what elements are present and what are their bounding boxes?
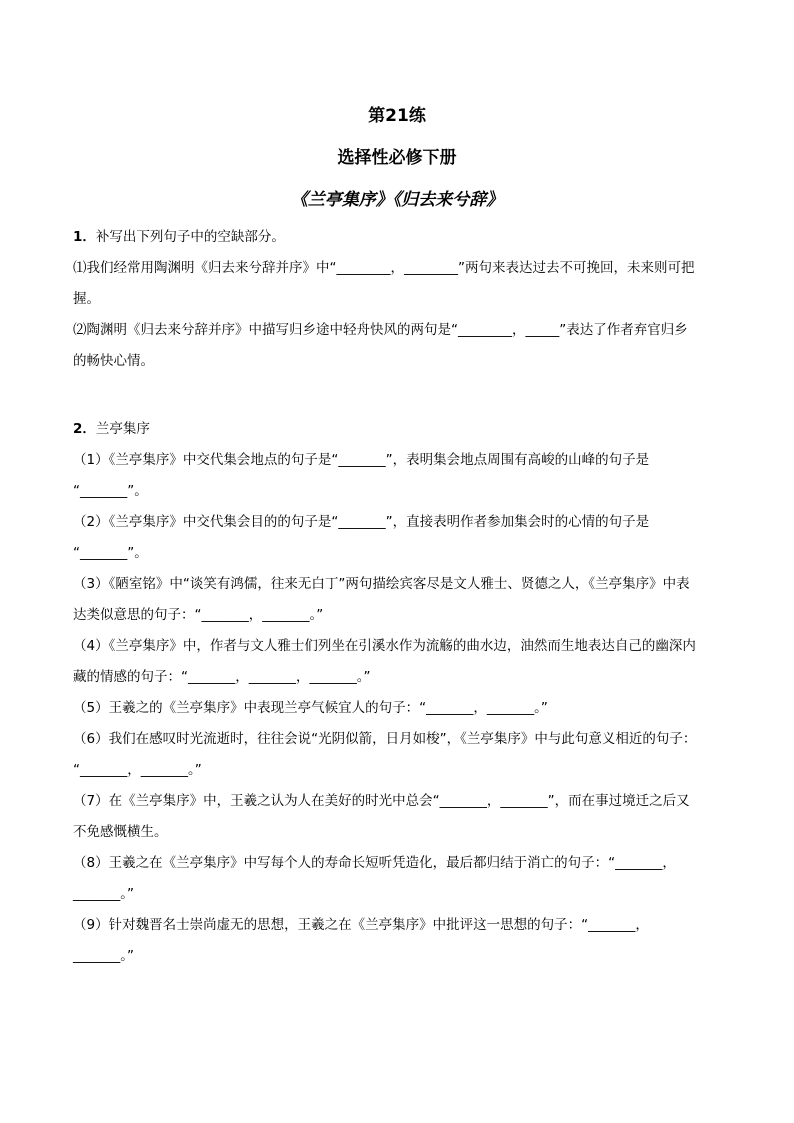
q2-item-3-line2: 达类似意思的句子：“_______，_______。” (73, 607, 324, 623)
page-title: 第21练 (368, 106, 426, 126)
q2-item-6-line2: “_______，_______。” (73, 762, 202, 778)
q2-item-9-line2: _______。” (73, 948, 134, 964)
q2-item-8-line2: _______。” (73, 886, 134, 902)
q2-item-8-line1: （8）王羲之在《兰亭集序》中写每个人的寿命长短听凭造化，最后都归结于消亡的句子：“_______， (73, 855, 676, 871)
question-1-stem-text: 补写出下列句子中的空缺部分。 (95, 229, 285, 245)
q2-item-7-line2: 不免感慨横生。 (73, 824, 168, 840)
q2-item-2-line1: （2）《兰亭集序》中交代集会目的的句子是“_______”，直接表明作者参加集会时的心情的句子是 (73, 514, 650, 530)
q2-item-4-line1: （4）《兰亭集序》中，作者与文人雅士们列坐在引溪水作为流觞的曲水边，油然而生地表达自己的幽深内 (73, 638, 696, 654)
section-title: 《兰亭集序》《归去来兮辞》 (290, 190, 504, 210)
q2-item-1-line2: “_______”。 (73, 483, 148, 499)
q2-item-6-line1: （6）我们在感叹时光流逝时，往往会说“光阴似箭，日月如梭”，《兰亭集序》中与此句意义相近的句子： (73, 731, 697, 747)
question-2-stem (73, 414, 727, 445)
q2-item-9-line1: （9）针对魏晋名士崇尚虚无的思想，王羲之在《兰亭集序》中批评这一思想的句子：“_______， (73, 917, 649, 933)
q2-item-3-line1: （3）《陋室铭》中“谈笑有鸿儒，往来无白丁”两句描绘宾客尽是文人雅士、贤德之人，《兰亭集序》中表 (73, 576, 690, 592)
q1-item-1-line2: 握。 (73, 291, 100, 307)
q2-item-4-line2: 藏的情感的句子：“_______，_______，_______。” (73, 669, 371, 685)
q2-item-7-line1: （7）在《兰亭集序》中，王羲之认为人在美好的时光中总会“_______，_______”，而在事过境迁之后又 (73, 793, 690, 809)
question-2-number: 2． (73, 421, 96, 437)
q1-item-2-line1: ⑵陶渊明《归去来兮辞并序》中描写归乡途中轻舟快风的两句是“________，_____”表达了作者弃官归乡 (73, 322, 688, 338)
question-1-number: 1． (73, 229, 96, 245)
q1-item-2-line2: 的畅快心情。 (73, 353, 154, 369)
question-1-stem (73, 222, 727, 253)
q1-item-1-line1: ⑴我们经常用陶渊明《归去来兮辞并序》中“________，________”两句来表达过去不可挽回，未来则可把 (73, 260, 695, 276)
q2-item-1-line1: （1）《兰亭集序》中交代集会地点的句子是“_______”，表明集会地点周围有高峻的山峰的句子是 (73, 452, 650, 468)
question-2-stem-text: 兰亭集序 (95, 421, 150, 437)
page-subtitle: 选择性必修下册 (337, 148, 457, 168)
question-1 (73, 222, 727, 377)
q2-item-2-line2: “_______”。 (73, 545, 148, 561)
question-2 (73, 414, 727, 972)
q2-item-5-line1: （5）王羲之的《兰亭集序》中表现兰亭气候宜人的句子：“_______，_______。” (73, 700, 548, 716)
